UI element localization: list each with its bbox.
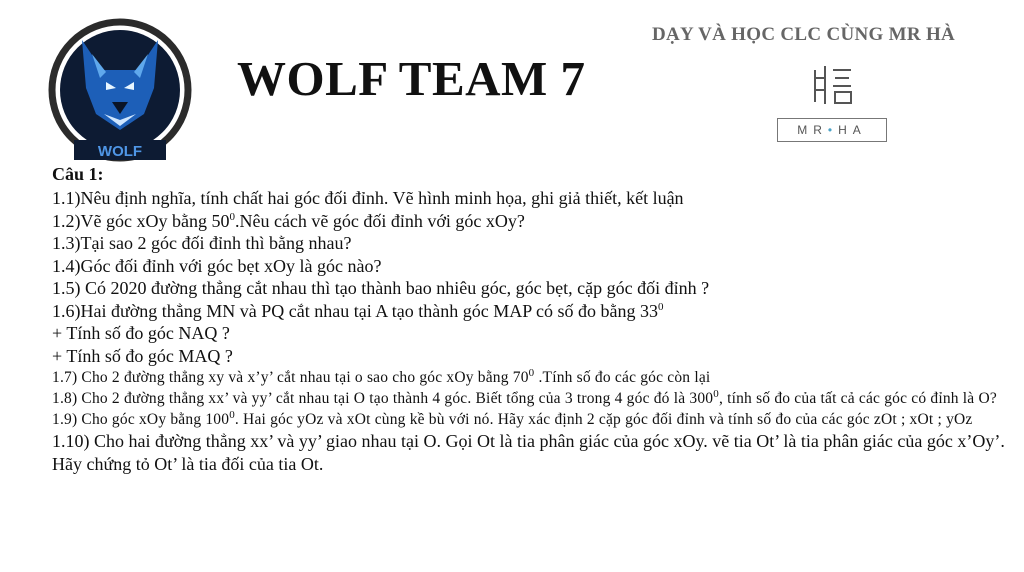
question-heading: Câu 1:: [52, 164, 104, 184]
page-title: WOLF TEAM 7: [237, 51, 586, 106]
brand-letter: M: [797, 123, 814, 137]
brand-dot-icon: •: [827, 123, 839, 137]
brand-tagline: DẠY VÀ HỌC CLC CÙNG MR HÀ: [652, 24, 956, 45]
item-1-6: 1.6)Hai đường thẳng MN và PQ cắt nhau tại A tạo thành góc MAP có số đo bằng $33^0$: [52, 300, 664, 321]
item-1-6-b: + Tính số đo góc MAQ ?: [52, 345, 233, 366]
brand-letter: R: [813, 123, 828, 137]
question-block: [52, 163, 1012, 475]
item-1-10: 1.10) Cho hai đường thẳng xx’ và yy’ giao nhau tại O. Gọi Ot là tia phân giác của góc xOy. vẽ tia Ot’ là tia phân giác của góc x’Oy’. Hãy chứng tỏ Ot’ là tia đối của tia Ot.: [52, 431, 1005, 474]
item-1-4: 1.4)Góc đối đỉnh với góc bẹt xOy là góc nào?: [52, 255, 382, 276]
item-1-1: 1.1)Nêu định nghĩa, tính chất hai góc đối đỉnh. Vẽ hình minh họa, ghi giả thiết, kết luận: [52, 188, 684, 208]
item-1-2: 1.2)Vẽ góc xOy bằng $50^0.Nêu$ cách vẽ góc đối đỉnh với góc xOy?: [52, 210, 525, 231]
logo-text: WOLF: [97, 143, 143, 160]
item-1-3: 1.3)Tại sao 2 góc đối đỉnh thì bằng nhau?: [52, 233, 352, 253]
item-1-5: 1.5) Có 2020 đường thẳng cắt nhau thì tạo thành bao nhiêu góc, góc bẹt, cặp góc đối đỉnh ?: [52, 278, 710, 298]
item-1-8: 1.8) Cho 2 đường thẳng xx’ và yy’ cắt nhau tại O tạo thành 4 góc. Biết tổng của 3 trong 4 góc đó là $300^0$, tính số đo của tất cả các góc có đỉnh là O?: [52, 387, 997, 407]
item-1-9: 1.9) Cho góc xOy bằng $100^0$. Hai góc yOz và xOt cùng kề bù với nó. Hãy xác định 2 cặp góc đối đỉnh và tính số đo của các góc zOt ; xOt ; yOz: [52, 408, 973, 428]
brand-letter: H: [838, 123, 853, 137]
item-1-7: 1.7) Cho 2 đường thẳng xy và x’y’ cắt nhau tại o sao cho góc xOy bằng $70^0$ .Tính số đo các góc còn lại: [52, 366, 711, 386]
wolf-logo: [44, 18, 196, 166]
brand-box: [777, 118, 887, 142]
item-1-6-a: + Tính số đo góc NAQ ?: [52, 323, 230, 343]
brand-letter: A: [852, 123, 867, 137]
mr-ha-monogram-icon: [811, 64, 857, 106]
